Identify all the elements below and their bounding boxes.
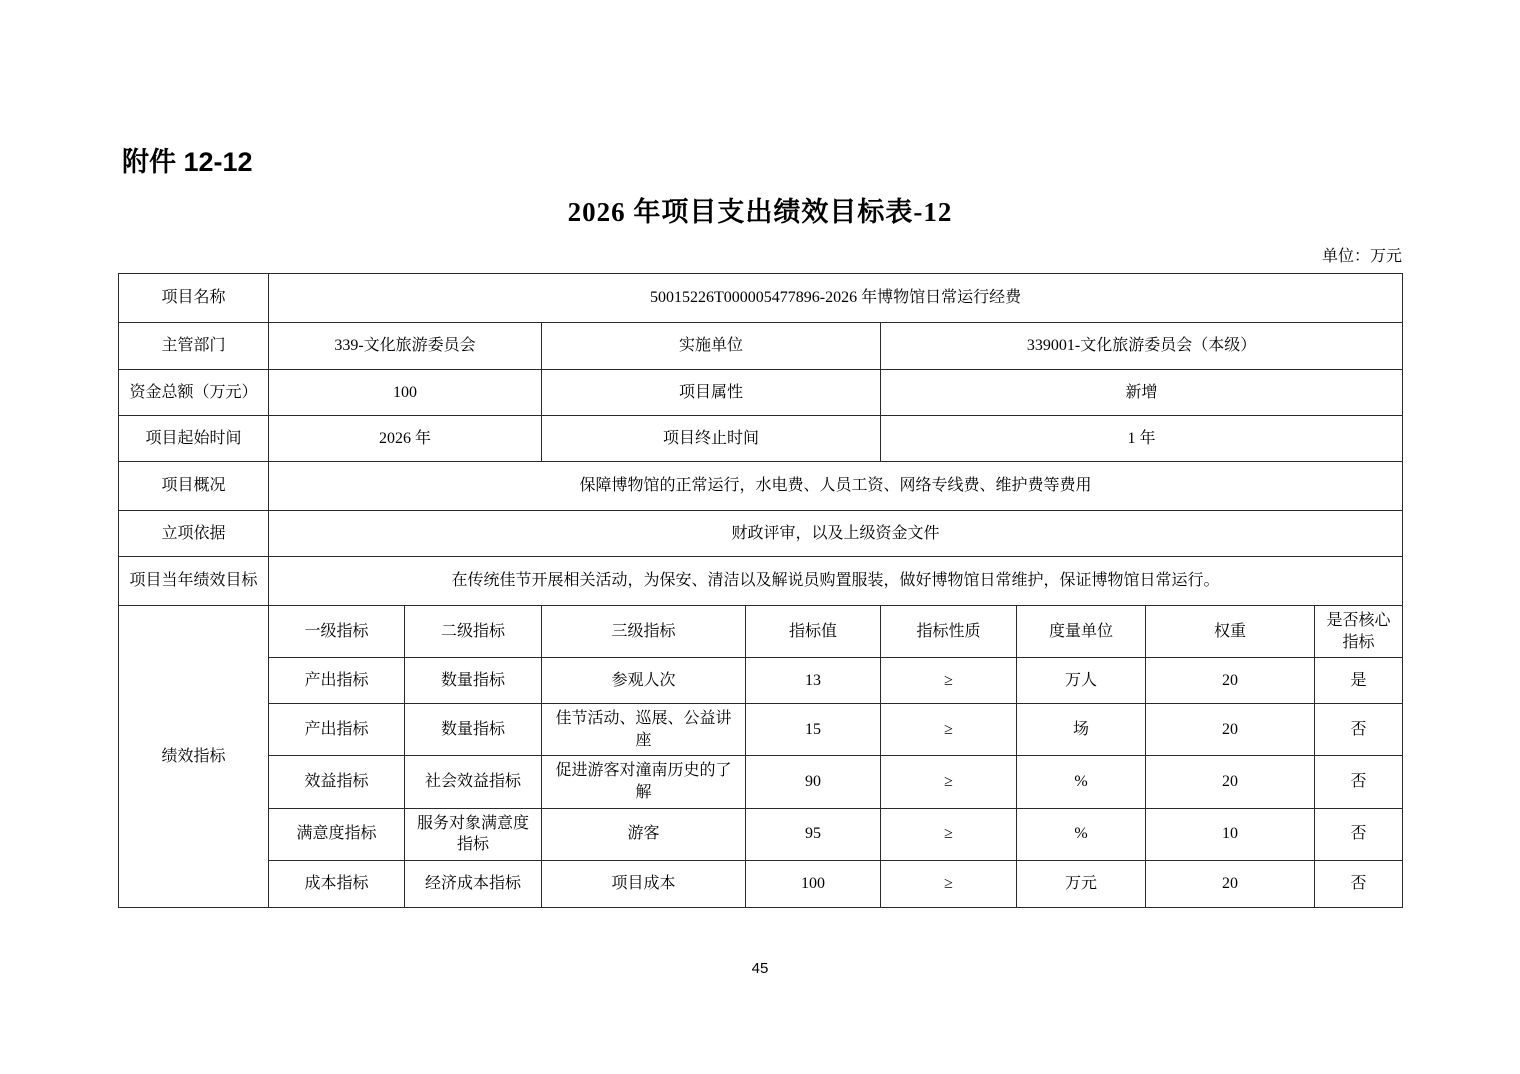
info-value-approval-basis: 财政评审，以及上级资金文件: [269, 511, 1403, 557]
indicator-cell: 20: [1146, 756, 1315, 808]
indicator-section-label: 绩效指标: [119, 606, 269, 908]
indicator-cell: 经济成本指标: [405, 860, 542, 907]
info-value-department: 339-文化旅游委员会: [269, 323, 542, 370]
indicator-cell: 10: [1146, 808, 1315, 860]
indicator-row: [119, 658, 1403, 704]
info-value-project-attribute: 新增: [881, 370, 1403, 416]
info-label-implementing-unit: 实施单位: [542, 323, 881, 370]
indicator-cell: 否: [1315, 756, 1403, 808]
indicator-cell: ≥: [881, 756, 1017, 808]
indicator-cell: 场: [1017, 704, 1146, 756]
indicator-header-level1: 一级指标: [269, 606, 405, 658]
indicator-cell: %: [1017, 808, 1146, 860]
indicator-cell: 万元: [1017, 860, 1146, 907]
indicator-cell: 15: [746, 704, 881, 756]
info-value-start-time: 2026 年: [269, 416, 542, 462]
indicator-cell: ≥: [881, 704, 1017, 756]
table-row: [119, 416, 1403, 462]
indicator-header-row: [119, 606, 1403, 658]
indicator-cell: 参观人次: [542, 658, 746, 704]
page-number: 45: [751, 960, 769, 977]
page-title: 2026 年项目支出绩效目标表-12: [567, 197, 953, 227]
info-label-department: 主管部门: [119, 323, 269, 370]
indicator-cell: 产出指标: [269, 658, 405, 704]
table-row: [119, 323, 1403, 370]
indicator-header-value: 指标值: [746, 606, 881, 658]
info-value-project-name: 50015226T000005477896-2026 年博物馆日常运行经费: [269, 274, 1403, 323]
indicator-cell: ≥: [881, 658, 1017, 704]
indicator-cell: 促进游客对潼南历史的了解: [542, 756, 746, 808]
info-value-total-funds: 100: [269, 370, 542, 416]
indicator-cell: 服务对象满意度指标: [405, 808, 542, 860]
info-value-end-time: 1 年: [881, 416, 1403, 462]
indicator-cell: 社会效益指标: [405, 756, 542, 808]
info-value-implementing-unit: 339001-文化旅游委员会（本级）: [881, 323, 1403, 370]
indicator-cell: 13: [746, 658, 881, 704]
attachment-label: 附件 12-12: [122, 147, 253, 177]
indicator-row: [119, 704, 1403, 756]
indicator-cell: 95: [746, 808, 881, 860]
info-label-project-overview: 项目概况: [119, 462, 269, 511]
indicator-cell: 成本指标: [269, 860, 405, 907]
info-value-project-overview: 保障博物馆的正常运行，水电费、人员工资、网络专线费、维护费等费用: [269, 462, 1403, 511]
indicator-cell: ≥: [881, 808, 1017, 860]
indicator-cell: 项目成本: [542, 860, 746, 907]
table-row: [119, 557, 1403, 606]
indicator-cell: 100: [746, 860, 881, 907]
unit-note: 单位：万元: [1321, 248, 1402, 265]
indicator-row: [119, 808, 1403, 860]
info-label-total-funds: 资金总额（万元）: [119, 370, 269, 416]
indicator-cell: 是: [1315, 658, 1403, 704]
indicator-cell: 否: [1315, 808, 1403, 860]
indicator-header-nature: 指标性质: [881, 606, 1017, 658]
info-label-end-time: 项目终止时间: [542, 416, 881, 462]
indicator-cell: 佳节活动、巡展、公益讲座: [542, 704, 746, 756]
indicator-header-core: 是否核心指标: [1315, 606, 1403, 658]
info-label-approval-basis: 立项依据: [119, 511, 269, 557]
indicator-cell: 90: [746, 756, 881, 808]
info-value-annual-target: 在传统佳节开展相关活动，为保安、清洁以及解说员购置服装，做好博物馆日常维护，保证博物馆日常运行。: [269, 557, 1403, 606]
table-row: [119, 370, 1403, 416]
indicator-cell: 满意度指标: [269, 808, 405, 860]
table-row: [119, 511, 1403, 557]
indicator-cell: ≥: [881, 860, 1017, 907]
indicator-cell: 20: [1146, 860, 1315, 907]
table-row: [119, 274, 1403, 323]
performance-target-table: [118, 273, 1403, 908]
indicator-cell: 否: [1315, 860, 1403, 907]
indicator-cell: 游客: [542, 808, 746, 860]
indicator-header-level2: 二级指标: [405, 606, 542, 658]
info-label-project-attribute: 项目属性: [542, 370, 881, 416]
indicator-cell: 数量指标: [405, 658, 542, 704]
indicator-row: [119, 756, 1403, 808]
info-label-annual-target: 项目当年绩效目标: [119, 557, 269, 606]
indicator-cell: 产出指标: [269, 704, 405, 756]
indicator-cell: 20: [1146, 704, 1315, 756]
indicator-row: [119, 860, 1403, 907]
indicator-cell: 否: [1315, 704, 1403, 756]
indicator-cell: 20: [1146, 658, 1315, 704]
indicator-header-weight: 权重: [1146, 606, 1315, 658]
indicator-cell: 数量指标: [405, 704, 542, 756]
info-label-project-name: 项目名称: [119, 274, 269, 323]
info-label-start-time: 项目起始时间: [119, 416, 269, 462]
indicator-header-level3: 三级指标: [542, 606, 746, 658]
indicator-cell: 效益指标: [269, 756, 405, 808]
indicator-cell: %: [1017, 756, 1146, 808]
table-row: [119, 462, 1403, 511]
indicator-header-unit: 度量单位: [1017, 606, 1146, 658]
indicator-cell: 万人: [1017, 658, 1146, 704]
